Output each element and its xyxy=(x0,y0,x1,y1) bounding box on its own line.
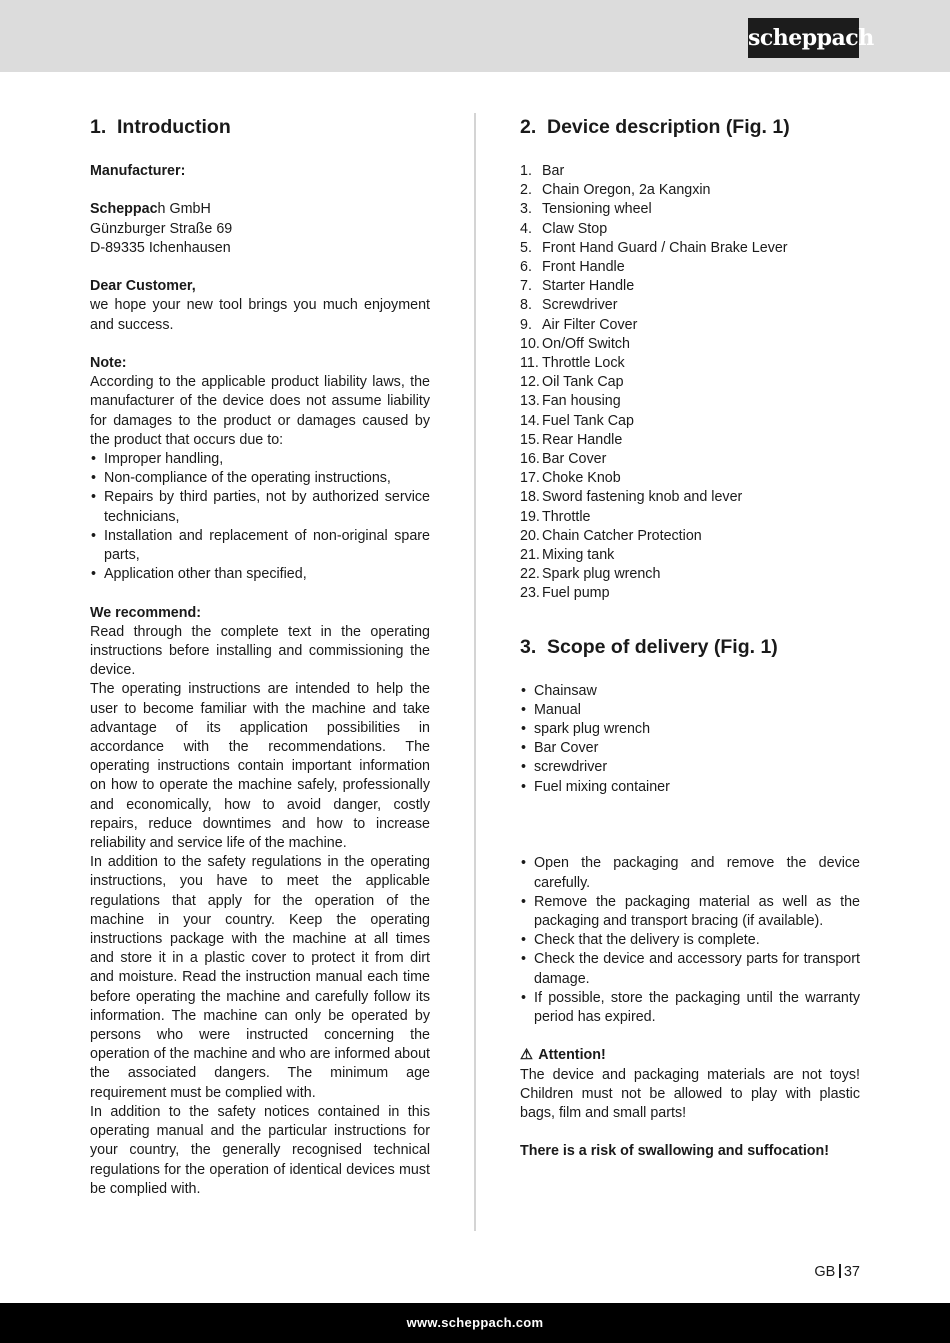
section-1-title: 1. Introduction xyxy=(90,116,231,138)
list-item: • Bar Cover xyxy=(520,739,860,758)
scope-list xyxy=(520,682,860,797)
list-item: • Fuel mixing container xyxy=(520,778,860,797)
list-item: • Improper handling, xyxy=(90,450,430,469)
website-link[interactable]: www.scheppach.com xyxy=(406,1315,544,1330)
list-item: 22. Spark plug wrench xyxy=(520,566,661,583)
dear-customer-text: we hope your new tool brings you much enjoyment and success. xyxy=(90,297,430,333)
list-item: 16. Bar Cover xyxy=(520,451,607,468)
list-item: 23. Fuel pump xyxy=(520,585,610,602)
list-item: • Check the device and accessory parts for transport damage. xyxy=(520,950,860,988)
list-item: • spark plug wrench xyxy=(520,720,860,739)
attention-text: The device and packaging materials are not toys! Children must not be allowed to play with plastic bags, film and small parts! xyxy=(520,1066,860,1122)
page-header xyxy=(0,0,950,72)
section-3-title: 3. Scope of delivery (Fig. 1) xyxy=(520,635,778,658)
list-item: • Manual xyxy=(520,701,860,720)
recommend-paragraph: Read through the complete text in the operating instructions before installing and commissioning the device. xyxy=(90,623,430,679)
note-label: Note: xyxy=(90,354,127,371)
warning-triangle-icon: ⚠ xyxy=(520,1047,533,1064)
section-2-title: 2. Device description (Fig. 1) xyxy=(520,116,790,138)
manufacturer-label: Manufacturer: xyxy=(90,163,186,179)
list-item: 9. Air Filter Cover xyxy=(520,316,638,333)
list-item: 21. Mixing tank xyxy=(520,547,615,564)
list-item: 14. Fuel Tank Cap xyxy=(520,412,634,429)
dear-customer-label: Dear Customer, xyxy=(90,278,196,295)
list-item: • If possible, store the packaging until the warranty period has expired. xyxy=(520,989,860,1027)
risk-warning: There is a risk of swallowing and suffocation! xyxy=(520,1143,830,1160)
list-item: 10. On/Off Switch xyxy=(520,335,630,352)
list-item: 13. Fan housing xyxy=(520,393,621,410)
note-text: According to the applicable product liability laws, the manufacturer of the device does not assume liability for damages to the product or damages caused by the product that occurs due to: xyxy=(90,374,430,448)
list-item: 18. Sword fastening knob and lever xyxy=(520,489,743,506)
list-item: • Application other than specified, xyxy=(90,565,430,584)
list-item: • Open the packaging and remove the device carefully. xyxy=(520,854,860,892)
list-item: • Non-compliance of the operating instructions, xyxy=(90,469,430,488)
list-item: 2. Chain Oregon, 2a Kangxin xyxy=(520,182,711,199)
list-item: 6. Front Handle xyxy=(520,259,625,276)
company-city: D-89335 Ichenhausen xyxy=(90,239,231,256)
list-item: 5. Front Hand Guard / Chain Brake Lever xyxy=(520,239,788,256)
page-number: GB 37 xyxy=(814,1264,860,1280)
list-item: 17. Choke Knob xyxy=(520,470,621,487)
scheppach-logo: scheppach xyxy=(748,18,859,58)
left-column xyxy=(90,112,430,1199)
company-name: Scheppach GmbH xyxy=(90,201,211,218)
device-description-list xyxy=(520,162,860,604)
right-column xyxy=(520,112,860,1162)
list-item: 8. Screwdriver xyxy=(520,297,618,314)
list-item: • screwdriver xyxy=(520,758,860,777)
list-item: 11. Throttle Lock xyxy=(520,355,625,372)
list-item: 19. Throttle xyxy=(520,508,591,525)
list-item: 3. Tensioning wheel xyxy=(520,201,652,218)
recommend-label: We recommend: xyxy=(90,604,201,621)
note-list xyxy=(90,450,430,584)
list-item: 15. Rear Handle xyxy=(520,431,623,448)
list-item: 7. Starter Handle xyxy=(520,278,635,295)
column-divider xyxy=(474,113,476,1231)
list-item: 20. Chain Catcher Protection xyxy=(520,527,702,544)
list-item: • Chainsaw xyxy=(520,682,860,701)
page-footer xyxy=(0,1303,950,1343)
list-item: 1. Bar xyxy=(520,163,565,179)
company-street: Günzburger Straße 69 xyxy=(90,220,233,237)
recommend-paragraph: In addition to the safety regulations in the operating instructions, you have to meet the applicable regulations that apply for the operation of the machine in your country. Keep the operating instructions package with the machine at all times and store it in a plastic cover to protect it from dirt and moisture. Read the instruction manual each time before operating the machine and carefully follow its information. The machine can only be operated by persons who were instructed concerning the operation of the machine and who are informed about the associated dangers. The minimum age requirement must be complied with. xyxy=(90,854,430,1101)
list-item: 12. Oil Tank Cap xyxy=(520,374,624,391)
list-item: 4. Claw Stop xyxy=(520,220,608,237)
list-item: • Check that the delivery is complete. xyxy=(520,931,860,950)
list-item: • Repairs by third parties, not by authorized service technicians, xyxy=(90,488,430,526)
unpacking-list xyxy=(520,854,860,1027)
list-item: • Remove the packaging material as well as the packaging and transport bracing (if available). xyxy=(520,893,860,931)
page-separator xyxy=(839,1264,841,1278)
recommend-paragraph: In addition to the safety notices contained in this operating manual and the particular instructions for your country, the generally recognised technical regulations for the operation of identical devices must be complied with. xyxy=(90,1103,430,1197)
recommend-paragraph: The operating instructions are intended to help the user to become familiar with the machine and take advantage of its application possibilities in accordance with the recommendations. The operating instructions contain important information on how to operate the machine safely, professionally and economically, how to avoid danger, costly repairs, reduce downtimes and how to increase reliability and service life of the machine. xyxy=(90,681,430,852)
attention-heading: ⚠ Attention! xyxy=(520,1046,860,1065)
list-item: • Installation and replacement of non-original spare parts, xyxy=(90,527,430,565)
